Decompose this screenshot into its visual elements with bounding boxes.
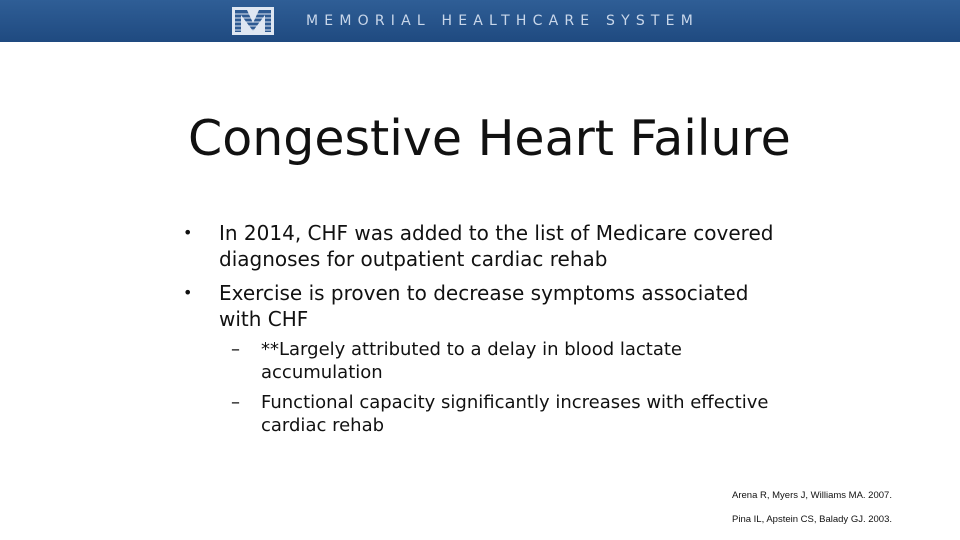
sub-bullet-text: Functional capacity significantly increases with effective cardiac rehab bbox=[261, 392, 769, 436]
bullet-item bbox=[183, 280, 779, 332]
reference: Pina IL, Apstein CS, Balady GJ. 2003. bbox=[732, 514, 893, 525]
brand-name: MEMORIAL HEALTHCARE SYSTEM bbox=[306, 13, 699, 29]
bullet-text: Exercise is proven to decrease symptoms associated with CHF bbox=[219, 281, 749, 331]
dash-mark: – bbox=[231, 339, 240, 360]
sub-bullet-text: **Largely attributed to a delay in blood lactate accumulation bbox=[261, 339, 683, 383]
sub-bullet-item bbox=[231, 338, 731, 384]
dash-mark: – bbox=[231, 392, 240, 413]
bullet-text: In 2014, CHF was added to the list of Medicare covered diagnoses for outpatient cardiac rehab bbox=[219, 221, 774, 271]
bullet-item bbox=[183, 220, 779, 272]
bullet-mark: • bbox=[183, 283, 193, 302]
header-bar bbox=[0, 0, 960, 42]
sub-bullet-item bbox=[231, 391, 781, 437]
memorial-logo-icon bbox=[232, 7, 274, 35]
reference: Arena R, Myers J, Williams MA. 2007. bbox=[732, 490, 892, 501]
bullet-mark: • bbox=[183, 223, 193, 242]
slide-title: Congestive Heart Failure bbox=[188, 110, 791, 167]
